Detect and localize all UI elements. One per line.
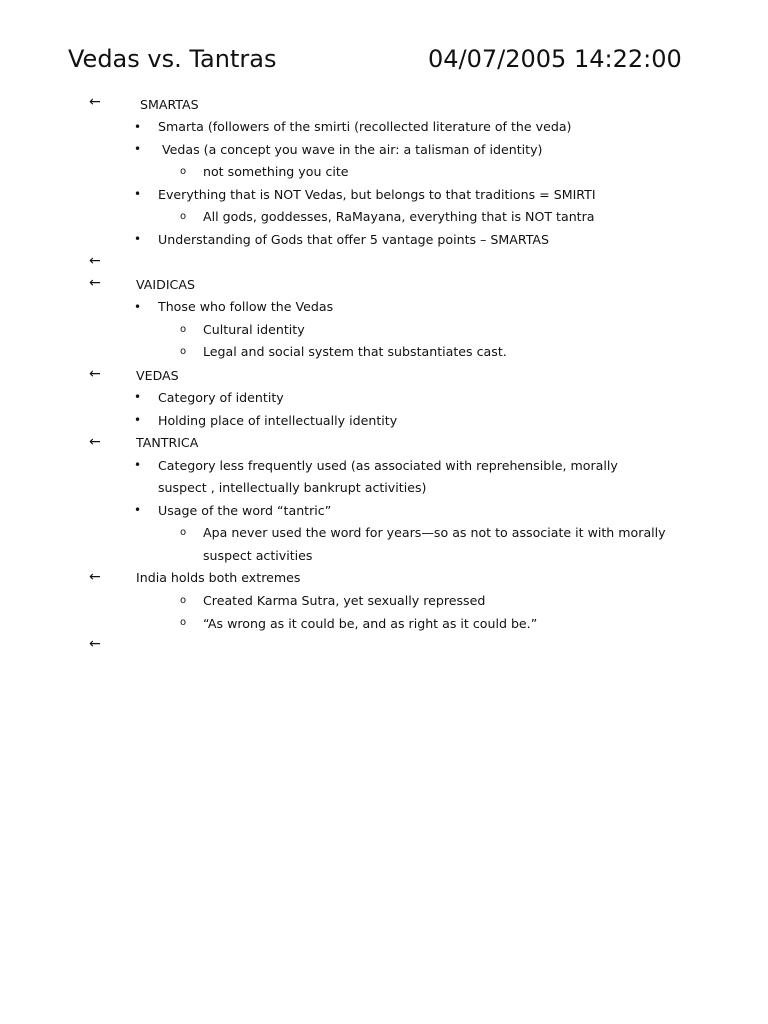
outline-item: Those who follow the Vedas [158,299,334,314]
page-title: Vedas vs. Tantras [68,45,277,73]
left-arrow-icon: ← [89,253,101,269]
bullet-icon: • [134,390,142,404]
sub-bullet-icon: o [180,166,187,177]
bullet-icon: • [134,458,142,472]
outline-item: Category less frequently used (as associated with reprehensible, morally [158,458,618,473]
outline-item: Vedas (a concept you wave in the air: a talisman of identity) [162,142,543,157]
outline-subitem: All gods, goddesses, RaMayana, everything that is NOT tantra [203,209,595,224]
sub-bullet-icon: o [180,527,187,538]
outline-item-continuation: suspect , intellectually bankrupt activities) [158,480,427,495]
left-arrow-icon: ← [89,569,101,585]
section-heading-india: India holds both extremes [136,570,301,585]
outline-item: Holding place of intellectually identity [158,413,398,428]
section-heading-smartas: SMARTAS [140,97,199,112]
sub-bullet-icon: o [180,617,187,628]
bullet-icon: • [134,120,142,134]
bullet-icon: • [134,300,142,314]
left-arrow-icon: ← [89,94,101,110]
section-heading-vedas: VEDAS [136,368,179,383]
outline-item: Everything that is NOT Vedas, but belongs to that traditions = SMIRTI [158,187,596,202]
outline-subitem: Cultural identity [203,322,305,337]
date-time-stamp: 04/07/2005 14:22:00 [428,45,682,73]
section-heading-tantrica: TANTRICA [136,435,199,450]
bullet-icon: • [134,232,142,246]
outline-subitem: “As wrong as it could be, and as right as it could be.” [203,616,538,631]
left-arrow-icon: ← [89,636,101,652]
left-arrow-icon: ← [89,366,101,382]
outline-item: Category of identity [158,390,284,405]
outline-subitem: Created Karma Sutra, yet sexually repressed [203,593,486,608]
bullet-icon: • [134,142,142,156]
sub-bullet-icon: o [180,346,187,357]
sub-bullet-icon: o [180,324,187,335]
outline-subitem: not something you cite [203,164,349,179]
sub-bullet-icon: o [180,211,187,222]
outline-subitem: Legal and social system that substantiates cast. [203,344,507,359]
bullet-icon: • [134,187,142,201]
sub-bullet-icon: o [180,595,187,606]
outline-item: Smarta (followers of the smirti (recollected literature of the veda) [158,119,572,134]
bullet-icon: • [134,413,142,427]
outline-item: Usage of the word “tantric” [158,503,332,518]
left-arrow-icon: ← [89,275,101,291]
outline-subitem-continuation: suspect activities [203,548,313,563]
section-heading-vaidicas: VAIDICAS [136,277,195,292]
left-arrow-icon: ← [89,434,101,450]
outline-item: Understanding of Gods that offer 5 vantage points – SMARTAS [158,232,550,247]
outline-subitem: Apa never used the word for years—so as not to associate it with morally [203,525,666,540]
bullet-icon: • [134,503,142,517]
